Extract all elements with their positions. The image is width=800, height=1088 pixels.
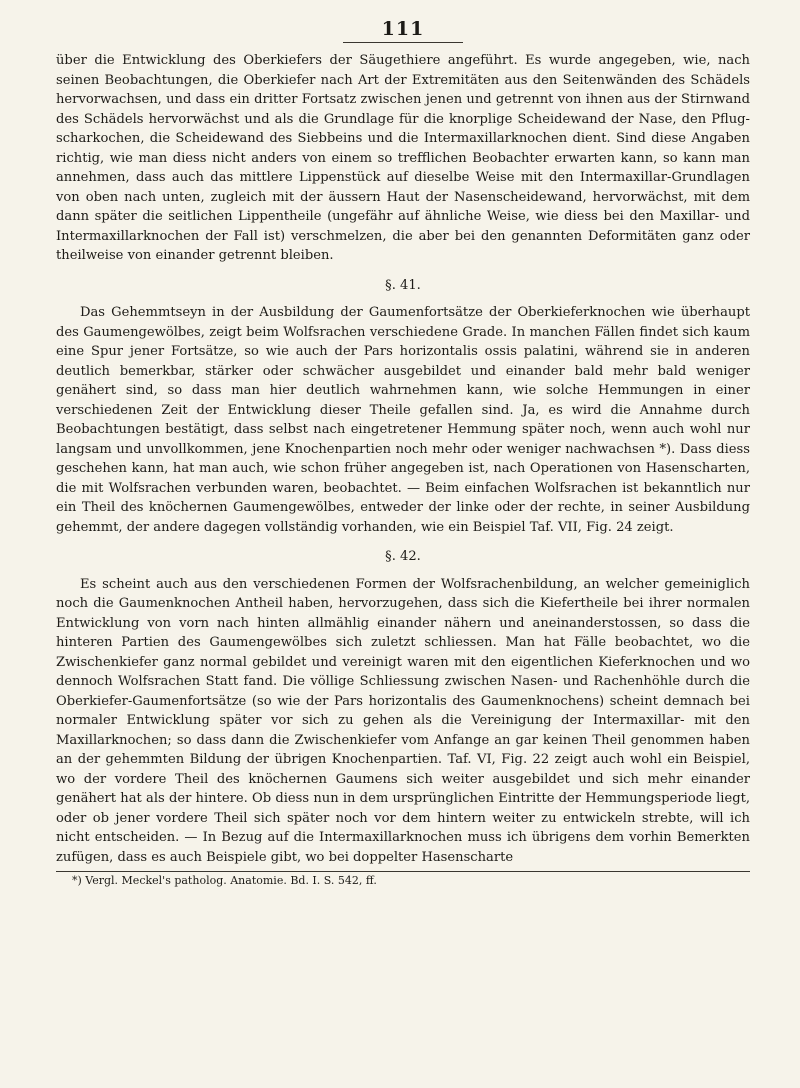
document-page	[56, 18, 750, 888]
paragraph-continuation: über die Entwicklung des Oberkiefers der Säugethiere angeführt. Es wurde angegeben, wie, nach seinen Beobachtungen, die Oberkiefer nach Art der Extremitäten aus den Seitenwänden des Schädels hervorwachsen, und dass ein dritter Fortsatz zwischen jenen und getrennt von ihnen aus der Stirnwand des Schädels hervorwächst und als die Grundlage für die knorplige Scheidewand der Nase, den Pflug-scharkochen, die Scheidewand des Siebbeins und die Intermaxillarknochen dient. Sind diese Angaben richtig, wie man diess nicht anders von einem so trefflichen Beobachter erwarten kann, so kann man annehmen, dass auch das mittlere Lippenstück auf dieselbe Weise mit den Intermaxillar-Grundlagen von oben nach unten, zugleich mit der äussern Haut der Nasenscheidewand, hervorwächst, mit dem dann später die seitlichen Lippentheile (ungefähr auf ähnliche Weise, wie diess bei den Maxillar- und Intermaxillarknochen der Fall ist) verschmelzen, die aber bei den genannten Deformitäten ganz oder theilweise von einander getrennt bleiben.	[56, 53, 750, 263]
page-number: 111	[381, 18, 425, 40]
paragraph-section-42: Es scheint auch aus den verschiedenen Formen der Wolfsrachenbildung, an welcher gemeiniglich noch die Gaumenknochen Antheil haben, hervorzugehen, dass sich die Kiefertheile bei ihrer normalen Entwicklung von vorn nach hinten allmählig einander nähern und aneinanderstossen, so dass die hinteren Partien des Gaumengewölbes sich zuletzt schliessen. Man hat Fälle beobachtet, wo die Zwischenkiefer ganz normal gebildet und vereinigt waren mit den eigentlichen Kieferknochen und wo dennoch Wolfsrachen Statt fand. Die völlige Schliessung zwischen Nasen- und Rachenhöhle durch die Oberkiefer-Gaumenfortsätze (so wie der Pars horizontalis des Gaumenknochens) scheint demnach bei normaler Entwicklung später vor sich zu gehen als die Vereinigung der Intermaxillar- mit den Maxillarknochen; so dass dann die Zwischenkiefer vom Anfange an gar keinen Theil genommen haben an der gehemmten Bildung der übrigen Knochenpartien. Taf. VI, Fig. 22 zeigt auch wohl ein Beispiel, wo der vordere Theil des knöchernen Gaumens sich weiter ausgebildet und sich mehr einander genähert hat als der hintere. Ob diess nun in dem ursprünglichen Eintritte der Hemmungsperiode liegt, oder ob jener vordere Theil sich später noch vor dem hintern weiter zu entwickeln strebte, will ich nicht entscheiden. — In Bezug auf die Intermaxillarknochen muss ich übrigens dem vorhin Bemerkten zufügen, dass es auch Beispiele gibt, wo bei doppelter Hasenscharte	[56, 576, 750, 865]
section-heading-41: §. 41.	[385, 277, 421, 293]
header-rule	[343, 42, 463, 43]
footnote-rule	[56, 871, 750, 872]
footnote: *) Vergl. Meckel's patholog. Anatomie. Bd. I. S. 542, ff.	[72, 874, 377, 887]
paragraph-section-41: Das Gehemmtseyn in der Ausbildung der Gaumenfortsätze der Oberkieferknochen wie überhaupt des Gaumengewölbes, zeigt beim Wolfsrachen verschiedene Grade. In manchen Fällen findet sich kaum eine Spur jener Fortsätze, so wie auch der Pars horizontalis ossis palatini, während sie in anderen deutlich bemerkbar, stärker oder schwächer ausgebildet und einander bald mehr bald weniger genähert sind, so dass man hier deutlich wahrnehmen kann, wie solche Hemmungen in einer verschiedenen Zeit der Entwicklung dieser Theile gefallen sind. Ja, es wird die Annahme durch Beobachtungen bestätigt, dass selbst nach eingetretener Hemmung später noch, wenn auch wohl nur langsam und unvollkommen, jene Knochenpartien noch mehr oder weniger nachwachsen *). Dass diess geschehen kann, hat man auch, wie schon früher angegeben ist, nach Operationen von Hasenscharten, die mit Wolfsrachen verbunden waren, beobachtet. — Beim einfachen Wolfsrachen ist bekanntlich nur ein Theil des knöchernen Gaumengewölbes, entweder der linke oder der rechte, in seiner Ausbildung gehemmt, der andere dagegen vollständig vorhanden, wie ein Beispiel Taf. VII, Fig. 24 zeigt.	[56, 305, 750, 535]
section-heading-42: §. 42.	[385, 549, 421, 564]
